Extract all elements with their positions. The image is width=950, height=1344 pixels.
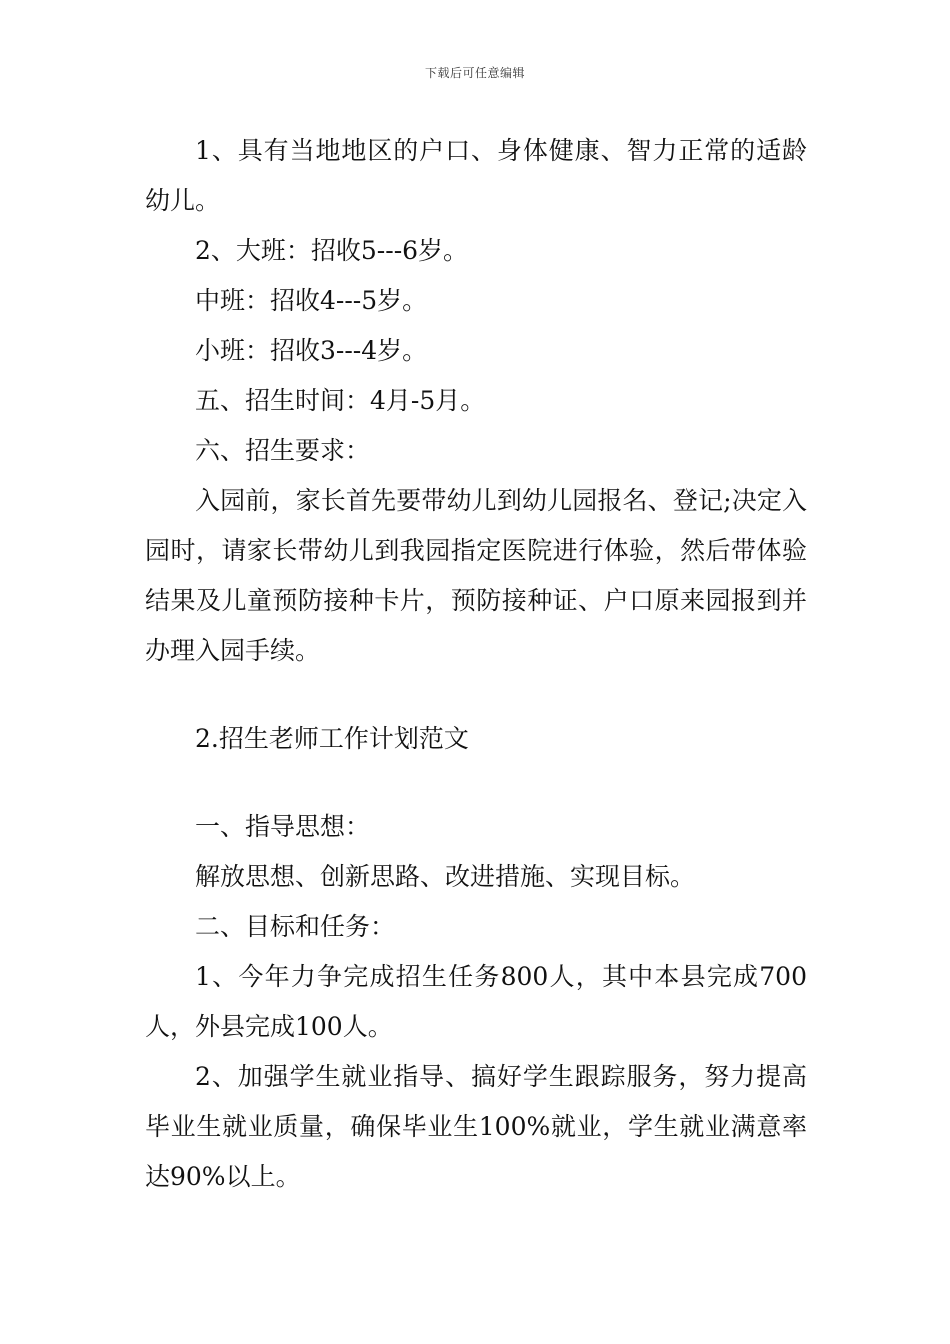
- paragraph-guiding-ideology: 解放思想、创新思路、改进措施、实现目标。: [195, 862, 696, 891]
- paragraph-enrollment-procedure: 入园前，家长首先要带幼儿到幼儿园报名、登记;决定入园时，请家长带幼儿到我园指定医院进行体验，然后带体验结果及儿童预防接种卡片，预防接种证、户口原来园报到并办理入园手续。: [145, 486, 807, 665]
- paragraph-goal-2: 2、加强学生就业指导、搞好学生跟踪服务，努力提高毕业生就业质量，确保毕业生100%就业，学生就业满意率达90%以上。: [145, 1062, 807, 1191]
- paragraph-middle-class: 中班：招收4---5岁。: [195, 286, 428, 315]
- paragraph-goals-heading: 二、目标和任务：: [195, 912, 396, 941]
- paragraph-guiding-ideology-heading: 一、指导思想：: [195, 812, 371, 841]
- paragraph-enrollment-time: 五、招生时间：4月-5月。: [195, 386, 486, 415]
- paragraph-large-class: 2、大班：招收5---6岁。: [195, 236, 469, 265]
- page-header: 下载后可任意编辑: [424, 66, 525, 80]
- paragraph-requirement-1: 1、具有当地地区的户口、身体健康、智力正常的适龄幼儿。: [145, 136, 807, 215]
- paragraph-enrollment-requirements-heading: 六、招生要求：: [195, 436, 371, 465]
- paragraph-small-class: 小班：招收3---4岁。: [195, 336, 428, 365]
- document-body: [145, 126, 807, 1202]
- paragraph-goal-1: 1、今年力争完成招生任务800人，其中本县完成700人，外县完成100人。: [145, 962, 807, 1041]
- section-title: 2.招生老师工作计划范文: [195, 724, 469, 753]
